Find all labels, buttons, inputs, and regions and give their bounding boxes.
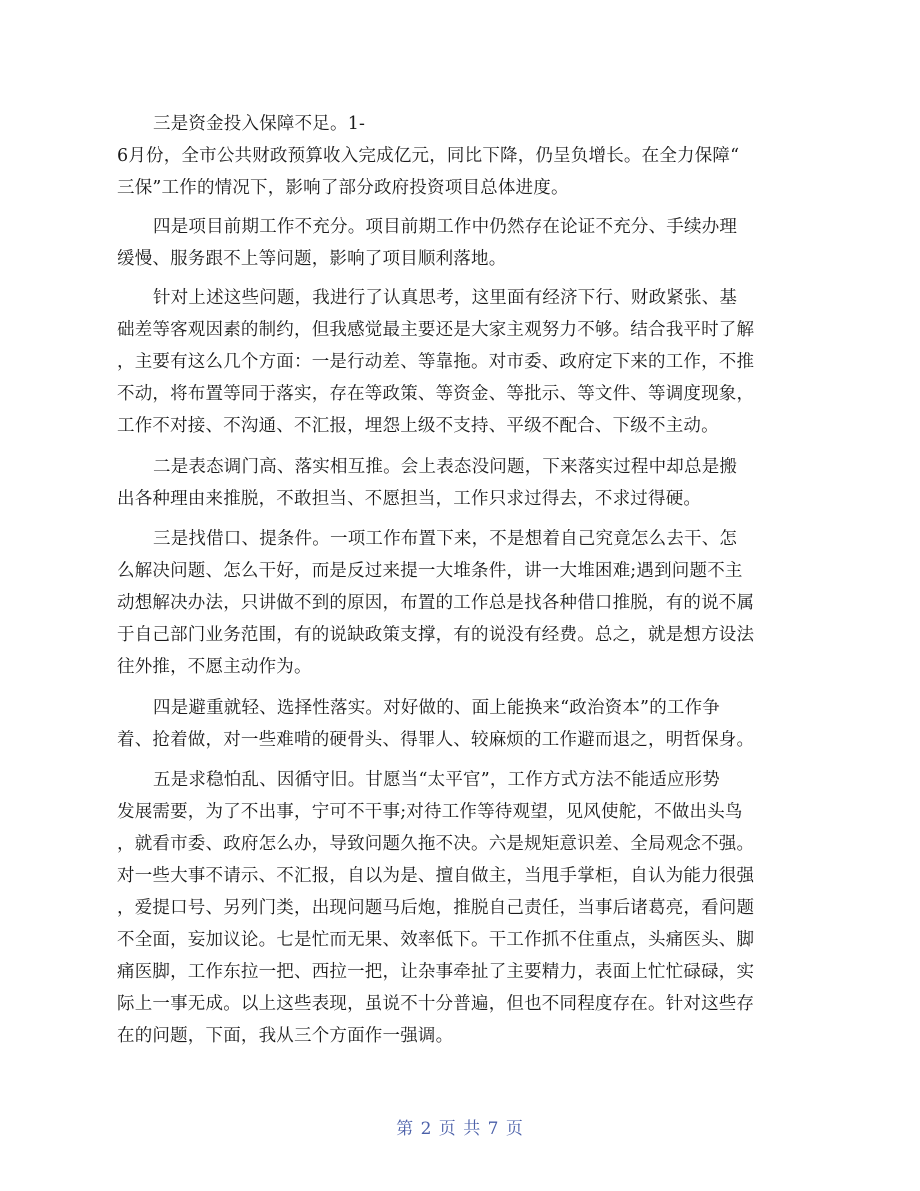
text-line: 工作不对接、不沟通、不汇报，埋怨上级不支持、平级不配合、下级不主动。	[117, 416, 719, 436]
text-line: 么解决问题、怎么干好，而是反过来提一大堆条件，讲一大堆困难;遇到问题不主	[117, 561, 743, 581]
text-line: 针对上述这些问题，我进行了认真思考，这里面有经济下行、财政紧张、基	[153, 288, 738, 308]
text-line: 二是表态调门高、落实相互推。会上表态没问题，下来落实过程中却总是搬	[153, 457, 738, 477]
text-line: 痛医脚，工作东拉一把、西拉一把，让杂事牵扯了主要精力，表面上忙忙碌碌，实	[117, 962, 755, 982]
text-line: ，就看市委、政府怎么办，导致问题久拖不决。六是规矩意识差、全局观念不强。	[117, 834, 755, 854]
text-line: 往外推，不愿主动作为。	[117, 657, 312, 677]
text-line: 6月份，全市公共财政预算收入完成亿元，同比下降，仍呈负增长。在全力保障“	[117, 146, 740, 166]
page-number-footer: 第 2 页 共 7 页	[396, 1119, 524, 1139]
text-line: 不动，将布置等同于落实，存在等政策、等资金、等批示、等文件、等调度现象，	[117, 384, 755, 404]
text-line: 动想解决办法，只讲做不到的原因，布置的工作总是找各种借口推脱，有的说不属	[117, 593, 755, 613]
text-line: 三是找借口、提条件。一项工作布置下来，不是想着自己究竟怎么去干、怎	[153, 529, 738, 549]
text-line: 不全面，妄加议论。七是忙而无果、效率低下。干工作抓不住重点，头痛医头、脚	[117, 930, 755, 950]
text-line: 发展需要，为了不出事，宁可不干事;对待工作等待观望，见风使舵，不做出头鸟	[117, 802, 743, 822]
text-line: 于自己部门业务范围，有的说缺政策支撑，有的说没有经费。总之，就是想方设法	[117, 625, 755, 645]
text-line: 三是资金投入保障不足。1-	[153, 114, 366, 134]
text-line: 四是项目前期工作不充分。项目前期工作中仍然存在论证不充分、手续办理	[153, 217, 738, 237]
text-line: 对一些大事不请示、不汇报，自以为是、擅自做主，当甩手掌柜，自认为能力很强	[117, 866, 755, 886]
text-line: 础差等客观因素的制约，但我感觉最主要还是大家主观努力不够。结合我平时了解	[117, 320, 755, 340]
text-line: ，主要有这么几个方面：一是行动差、等靠拖。对市委、政府定下来的工作，不推	[117, 352, 755, 372]
text-line: 出各种理由来推脱，不敢担当、不愿担当，工作只求过得去，不求过得硬。	[117, 489, 702, 509]
text-line: 三保”工作的情况下，影响了部分政府投资项目总体进度。	[117, 178, 569, 198]
text-line: 际上一事无成。以上这些表现，虽说不十分普遍，但也不同程度存在。针对这些存	[117, 994, 755, 1014]
text-line: 五是求稳怕乱、因循守旧。甘愿当“太平官”，工作方式方法不能适应形势	[153, 770, 720, 790]
text-line: 在的问题，下面，我从三个方面作一强调。	[117, 1026, 454, 1046]
text-line: 四是避重就轻、选择性落实。对好做的、面上能换来“政治资本”的工作争	[153, 698, 720, 718]
text-line: 缓慢、服务跟不上等问题，影响了项目顺利落地。	[117, 249, 507, 269]
text-line: ，爱提口号、另列门类，出现问题马后炮，推脱自己责任，当事后诸葛亮，看问题	[117, 898, 755, 918]
text-line: 着、抢着做，对一些难啃的硬骨头、得罪人、较麻烦的工作避而退之，明哲保身。	[117, 730, 755, 750]
